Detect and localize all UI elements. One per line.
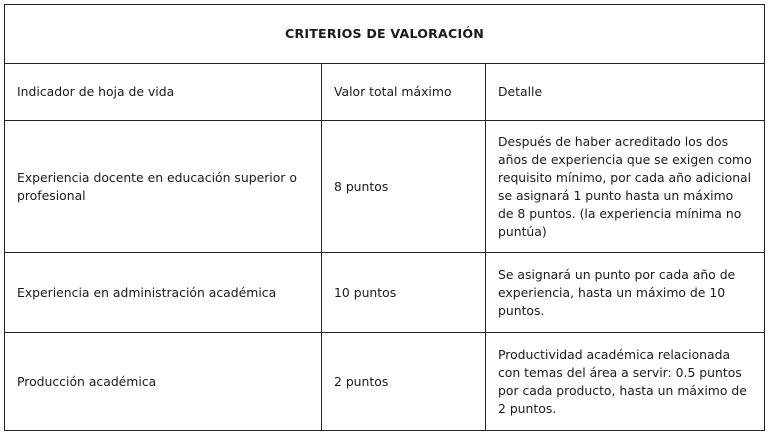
row-max-value: 2 puntos	[322, 333, 486, 431]
row-detail: Después de haber acreditado los dos años de experiencia que se exigen como requisito mínimo, por cada año adicional se asignará 1 punto hasta un máximo de 8 puntos. (la experiencia mínima no puntúa)	[486, 121, 765, 253]
row-indicator: Producción académica	[5, 333, 322, 431]
table-row	[5, 253, 765, 333]
title-row	[5, 5, 765, 64]
row-indicator: Experiencia docente en educación superior o profesional	[5, 121, 322, 253]
row-detail: Productividad académica relacionada con temas del área a servir: 0.5 puntos por cada producto, hasta un máximo de 2 puntos.	[486, 333, 765, 431]
header-row	[5, 64, 765, 121]
header-indicator: Indicador de hoja de vida	[5, 64, 322, 121]
header-max-value: Valor total máximo	[322, 64, 486, 121]
criteria-table	[4, 4, 765, 431]
table-row	[5, 333, 765, 431]
row-max-value: 8 puntos	[322, 121, 486, 253]
table-title: CRITERIOS DE VALORACIÓN	[5, 5, 765, 64]
row-indicator: Experiencia en administración académica	[5, 253, 322, 333]
header-detail: Detalle	[486, 64, 765, 121]
row-detail: Se asignará un punto por cada año de experiencia, hasta un máximo de 10 puntos.	[486, 253, 765, 333]
table-row	[5, 121, 765, 253]
row-max-value: 10 puntos	[322, 253, 486, 333]
criteria-table-container	[4, 4, 764, 435]
